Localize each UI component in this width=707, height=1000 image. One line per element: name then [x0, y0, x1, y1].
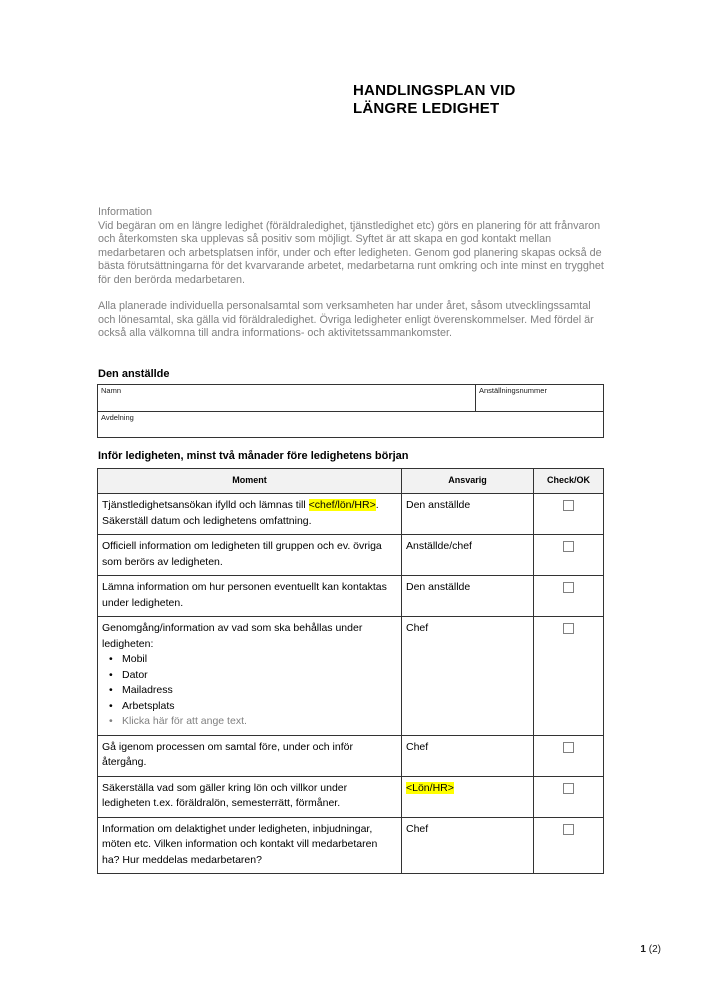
- page-total: (2): [648, 944, 661, 955]
- bullet-icon: •: [109, 668, 113, 681]
- moment-cell: [98, 576, 402, 617]
- intro-section: [98, 206, 605, 341]
- ansvarig-cell: [402, 535, 534, 576]
- check-ok-cell: [534, 535, 604, 576]
- moment-text: Information om delaktighet under ledigheten, inbjudningar, möten etc. Vilken information och kontakt vill medarbetaren ha? Hur meddelas medarbetaren?: [102, 822, 378, 866]
- employee-section-heading: Den anställde: [98, 368, 170, 380]
- employee-info-table: [97, 384, 604, 438]
- moment-cell: [98, 535, 402, 576]
- check-ok-cell: [534, 735, 604, 776]
- checklist-row-5: [98, 735, 604, 776]
- checklist-row-1: [98, 494, 604, 535]
- moment-cell: [98, 617, 402, 736]
- ansvarig-text: Chef: [406, 622, 429, 634]
- moment-cell: [98, 735, 402, 776]
- ansvarig-text: Den anställde: [406, 499, 471, 511]
- checklist-table: [97, 468, 604, 874]
- checkbox[interactable]: [563, 582, 574, 593]
- checklist-row-3: [98, 576, 604, 617]
- check-ok-cell: [534, 576, 604, 617]
- check-ok-cell: [534, 494, 604, 535]
- ansvarig-cell: [402, 735, 534, 776]
- intro-label: Information: [98, 206, 153, 218]
- ansvarig-cell: [402, 776, 534, 817]
- ansvarig-text: Chef: [406, 822, 429, 835]
- check-ok-cell: [534, 617, 604, 736]
- checklist-header-row: [98, 469, 604, 494]
- check-ok-cell: [534, 817, 604, 874]
- moment-text: Tjänstledighetsansökan ifylld och lämnas till: [102, 499, 309, 511]
- checkbox[interactable]: [563, 500, 574, 511]
- bullet-icon: •: [109, 653, 113, 665]
- employee-number-field-label: Anställningsnummer: [479, 386, 547, 395]
- bullet-item: • Dator: [102, 668, 397, 684]
- moment-bullet-list: [102, 652, 397, 730]
- ansvarig-cell: [402, 494, 534, 535]
- employee-table-row-2: [98, 412, 604, 438]
- bullet-icon: •: [109, 684, 113, 696]
- checklist-section-heading: Inför ledigheten, minst två månader före ledighetens början: [98, 450, 409, 462]
- moment-cell: [98, 494, 402, 535]
- moment-cell: [98, 817, 402, 874]
- page-number: 1: [640, 944, 646, 955]
- moment-text: . Säkerställ datum och ledighetens omfattning.: [102, 499, 379, 527]
- moment-text: Lämna information om hur personen eventuellt kan kontaktas under ledigheten.: [102, 581, 387, 609]
- department-field[interactable]: [98, 412, 604, 438]
- check-ok-cell: [534, 776, 604, 817]
- column-header-ansvarig: Ansvarig: [402, 469, 534, 494]
- column-header-check-ok: Check/OK: [534, 469, 604, 494]
- ansvarig-text: Anställde/chef: [406, 540, 472, 552]
- document-title: [353, 82, 516, 118]
- name-field[interactable]: [98, 385, 476, 412]
- page-footer: [0, 944, 661, 955]
- checkbox[interactable]: [563, 742, 574, 753]
- name-field-label: Namn: [101, 386, 122, 395]
- bullet-item: • Mailadress: [102, 683, 397, 699]
- bullet-item: • Arbetsplats: [102, 699, 397, 715]
- checklist-row-4: [98, 617, 604, 736]
- document-title-line2: LÄNGRE LEDIGHET: [353, 100, 500, 117]
- moment-cell: [98, 776, 402, 817]
- ansvarig-text: Den anställde: [406, 581, 471, 593]
- bullet-item: • Mobil: [102, 652, 397, 668]
- bullet-icon: •: [109, 699, 113, 712]
- moment-text: Säkerställa vad som gäller kring lön och villkor under ledigheten t.ex. föräldralön, semesterrätt, förmåner.: [102, 781, 348, 809]
- checklist-row-7: [98, 817, 604, 874]
- checkbox[interactable]: [563, 623, 574, 634]
- employee-number-field[interactable]: [476, 385, 604, 412]
- ansvarig-cell: [402, 576, 534, 617]
- checkbox[interactable]: [563, 824, 574, 835]
- checklist-row-6: [98, 776, 604, 817]
- checkbox[interactable]: [563, 541, 574, 552]
- ansvarig-text: Chef: [406, 740, 429, 753]
- ansvarig-cell: [402, 617, 534, 736]
- document-title-line1: HANDLINGSPLAN VID: [353, 82, 516, 99]
- checklist-body: [98, 494, 604, 874]
- employee-table-row-1: [98, 385, 604, 412]
- ansvarig-cell: [402, 817, 534, 874]
- text-entry-placeholder[interactable]: • Klicka här för att ange text.: [102, 714, 397, 730]
- moment-text: Gå igenom processen om samtal före, under och inför återgång.: [102, 740, 353, 768]
- checklist-row-2: [98, 535, 604, 576]
- department-field-label: Avdelning: [101, 413, 134, 422]
- bullet-icon: •: [109, 715, 113, 727]
- moment-text: Officiell information om ledigheten till gruppen och ev. övriga som berörs av ledigheten.: [102, 540, 382, 568]
- column-header-moment: Moment: [98, 469, 402, 494]
- checkbox[interactable]: [563, 783, 574, 794]
- intro-paragraph-1: Vid begäran om en längre ledighet (föräldraledighet, tjänstledighet etc) görs en planering för att frånvaron och återkomsten ska upplevas så positiv som möjligt. Syftet är att skapa en god kontakt mellan medarbetaren och arbetsplatsen inför, under och efter ledigheten. Genom god planering skapas också de bästa förutsättningarna för det kvarvarande arbetet, medarbetarna runt omkring och inte minst en trygghet för den berörda medarbetaren.: [98, 219, 604, 286]
- moment-text: Genomgång/information av vad som ska behållas under ledigheten:: [102, 622, 363, 650]
- intro-paragraph-2: Alla planerade individuella personalsamtal som verksamheten har under året, såsom utvecklingssamtal och lönesamtal, ska gälla vid föräldraledighet. Övriga ledigheter enligt överenskommelser. Med fördel är också alla välkomna till andra informations- och aktivitetssammankomster.: [98, 300, 594, 339]
- moment-highlighted-placeholder[interactable]: <chef/lön/HR>: [308, 499, 376, 511]
- ansvarig-highlighted-placeholder[interactable]: <Lön/HR>: [406, 781, 454, 794]
